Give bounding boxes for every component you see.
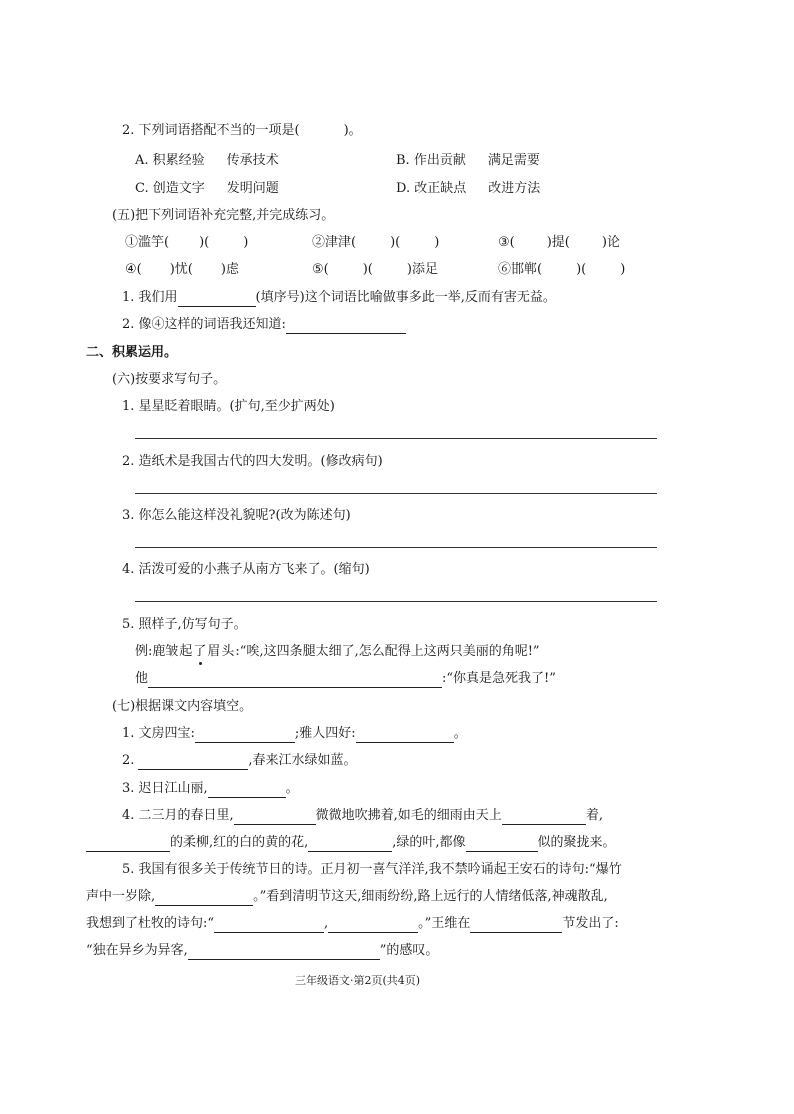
q2-option-a-key: A. 积累经验 [135,153,205,168]
sec5-r1-c2: )提( [546,235,570,250]
sec6-item-4-answer-line[interactable] [135,601,657,602]
sec6-example-post: :“唉,这四条腿太细了,怎么配得上这两只美丽的角呢!” [235,644,540,659]
sec6-imitate-blank[interactable] [148,673,442,688]
sec7-i3-blank[interactable] [208,783,286,798]
sec5-r2-c2: )( [576,262,587,277]
sec7-i5-blank-a[interactable] [155,891,253,906]
sec7-i4f: 似的聚拢来。 [537,835,616,850]
sec6-example-pre: 例:鹿 [135,644,166,659]
sec7-item-5-line3 [86,915,619,933]
q2-option-d-word: 改进方法 [488,181,541,196]
sec7-i5-blank-b[interactable] [214,918,324,933]
q2-option-b-word: 满足需要 [487,153,540,168]
q2-option-a-word: 传承技术 [226,153,279,168]
sec6-item-4: 4. 活泼可爱的小燕子从南方飞来了。(缩句) [122,562,370,577]
sec5-r1-a1: ①滥竽( [125,235,170,250]
q2-option-d [396,180,540,198]
sec6-item-5: 5. 照样子,仿写句子。 [122,617,247,632]
q2-option-a [135,152,279,170]
sec6-title: (六)按要求写句子。 [112,372,227,387]
sec5-row2-c [498,261,625,279]
sec5-q2-text: 2. 像④这样的词语我还知道: [122,317,286,332]
sec7-i3a: 3. 迟日江山丽, [122,781,208,796]
sec7-i1b: ;雅人四好: [294,726,356,741]
sec5-r1-b2: )( [390,235,401,250]
sec5-q1-pre: 1. 我们用 [122,290,178,305]
part2-title: 二、积累运用。 [86,345,178,360]
q2-stem-text: 2. 下列词语搭配不当的一项是( [122,123,300,138]
sec6-item-2: 2. 造纸术是我国古代的四大发明。(修改病句) [122,454,383,469]
sec5-r1-c1: ③( [498,235,515,250]
sec7-i3b: 。 [285,781,299,796]
sec7-i1a: 1. 文房四宝: [122,726,195,741]
sec7-item-4-line2 [86,834,616,852]
sec7-i2b: ,春来江水绿如蓝。 [248,753,357,768]
sec7-i4-blank-c[interactable] [86,837,170,852]
sec5-r2-b2: )( [362,262,373,277]
sec7-i5-blank-e[interactable] [188,945,380,960]
sec7-item-5-line2 [86,888,608,906]
page-footer: 三年级语文·第2页(共4页) [295,974,421,987]
sec5-r1-b1: ②津津( [312,235,357,250]
sec6-imitate-post: :“你真是急死我了!” [442,671,556,686]
sec7-i1c: 。 [453,726,467,741]
q2-option-c [135,180,279,198]
sec5-r2-b1: ⑤( [312,262,329,277]
q2-option-d-key: D. 改正缺点 [396,181,467,196]
sec7-item-4-line1 [122,807,603,825]
sec7-i5-blank-d[interactable] [470,918,562,933]
sec7-item-5-line4 [86,942,438,960]
q2-option-c-key: C. 创造文字 [135,181,205,196]
sec7-i4c: 着, [585,808,603,823]
sec7-i1-blank-a[interactable] [195,728,295,743]
sec7-title: (七)根据课文内容填空。 [112,699,253,714]
sec7-i4d: 的柔柳,红的白的黄的花, [170,835,309,850]
sec7-item-2 [122,752,357,770]
q2-stem [122,122,362,140]
sec5-q2-blank[interactable] [286,319,406,334]
sec7-i5c: 。”看到清明节这天,细雨纷纷,路上远行的人情绪低落,神魂散乱, [253,889,608,904]
sec5-r2-c3: ) [620,262,626,277]
sec5-r2-a2: )忧( [169,262,193,277]
sec5-r1-a3: ) [243,235,249,250]
sec7-i4e: ,绿的叶,都像 [392,835,466,850]
sec5-r2-a3: )虑 [220,262,239,277]
sec7-i5-blank-c[interactable] [328,918,418,933]
sec5-q2 [122,316,406,334]
sec7-i4-blank-b[interactable] [502,810,586,825]
sec7-i1-blank-b[interactable] [356,728,454,743]
sec6-example-dotted: 皱起了眉头 [165,644,236,659]
sec6-imitate [135,670,556,688]
sec7-i5f: 。”王维在 [418,916,471,931]
sec7-i4b: 微微地吹拂着,如毛的细雨由天上 [315,808,502,823]
sec7-i4-blank-a[interactable] [234,810,316,825]
q2-option-c-word: 发明问题 [226,181,279,196]
sec7-i4-blank-d[interactable] [308,837,392,852]
q2-stem-end: )。 [343,123,362,138]
sec7-i4a: 4. 二三月的春日里, [122,808,234,823]
sec7-i5d: 我想到了杜牧的诗句:“ [86,916,215,931]
sec7-i5i: ”的感叹。 [379,943,439,958]
sec6-item-1-answer-line[interactable] [135,438,657,439]
sec5-row2-a [125,261,239,279]
sec5-title: (五)把下列词语补充完整,并完成练习。 [112,208,335,223]
q2-option-b-key: B. 作出贡献 [396,153,466,168]
sec6-item-3: 3. 你怎么能这样没礼貌呢?(改为陈述句) [122,508,351,523]
sec6-item-2-answer-line[interactable] [135,493,657,494]
sec7-item-5-line1: 5. 我国有很多关于传统节日的诗。正月初一喜气洋洋,我不禁吟诵起王安石的诗句:“爆竹 [122,862,622,877]
sec6-item-1: 1. 星星眨着眼睛。(扩句,至少扩两处) [122,399,335,414]
sec7-item-1 [122,725,467,743]
sec7-i2a: 2. [122,753,135,768]
sec5-r2-b3: )添足 [406,262,438,277]
sec7-i5b: 声中一岁除, [86,889,156,904]
sec5-q1-post: (填序号)这个词语比喻做事多此一举,反而有害无益。 [255,290,556,305]
sec7-i5h: “独在异乡为异客, [86,943,188,958]
sec6-example [135,643,540,661]
sec7-i5g: 节发出了: [562,916,619,931]
sec5-q1-blank[interactable] [178,292,256,307]
sec6-item-3-answer-line[interactable] [135,547,657,548]
sec7-item-3 [122,780,299,798]
sec5-q1 [122,289,556,307]
sec5-row1-b [312,234,439,252]
sec5-row1-a [125,234,248,252]
sec5-r1-c3: )论 [601,235,620,250]
sec5-r2-a1: ④( [125,262,142,277]
sec5-row2-b [312,261,438,279]
sec7-i4-blank-e[interactable] [466,837,538,852]
sec6-imitate-pre: 他 [135,671,149,686]
sec5-row1-c [498,234,620,252]
sec7-i2-blank[interactable] [138,755,248,770]
sec5-r1-b3: ) [434,235,440,250]
sec7-i5e: , [324,916,329,931]
sec5-r1-a2: )( [199,235,210,250]
q2-option-b [396,152,540,170]
sec5-r2-c1: ⑥邯郸( [498,262,543,277]
